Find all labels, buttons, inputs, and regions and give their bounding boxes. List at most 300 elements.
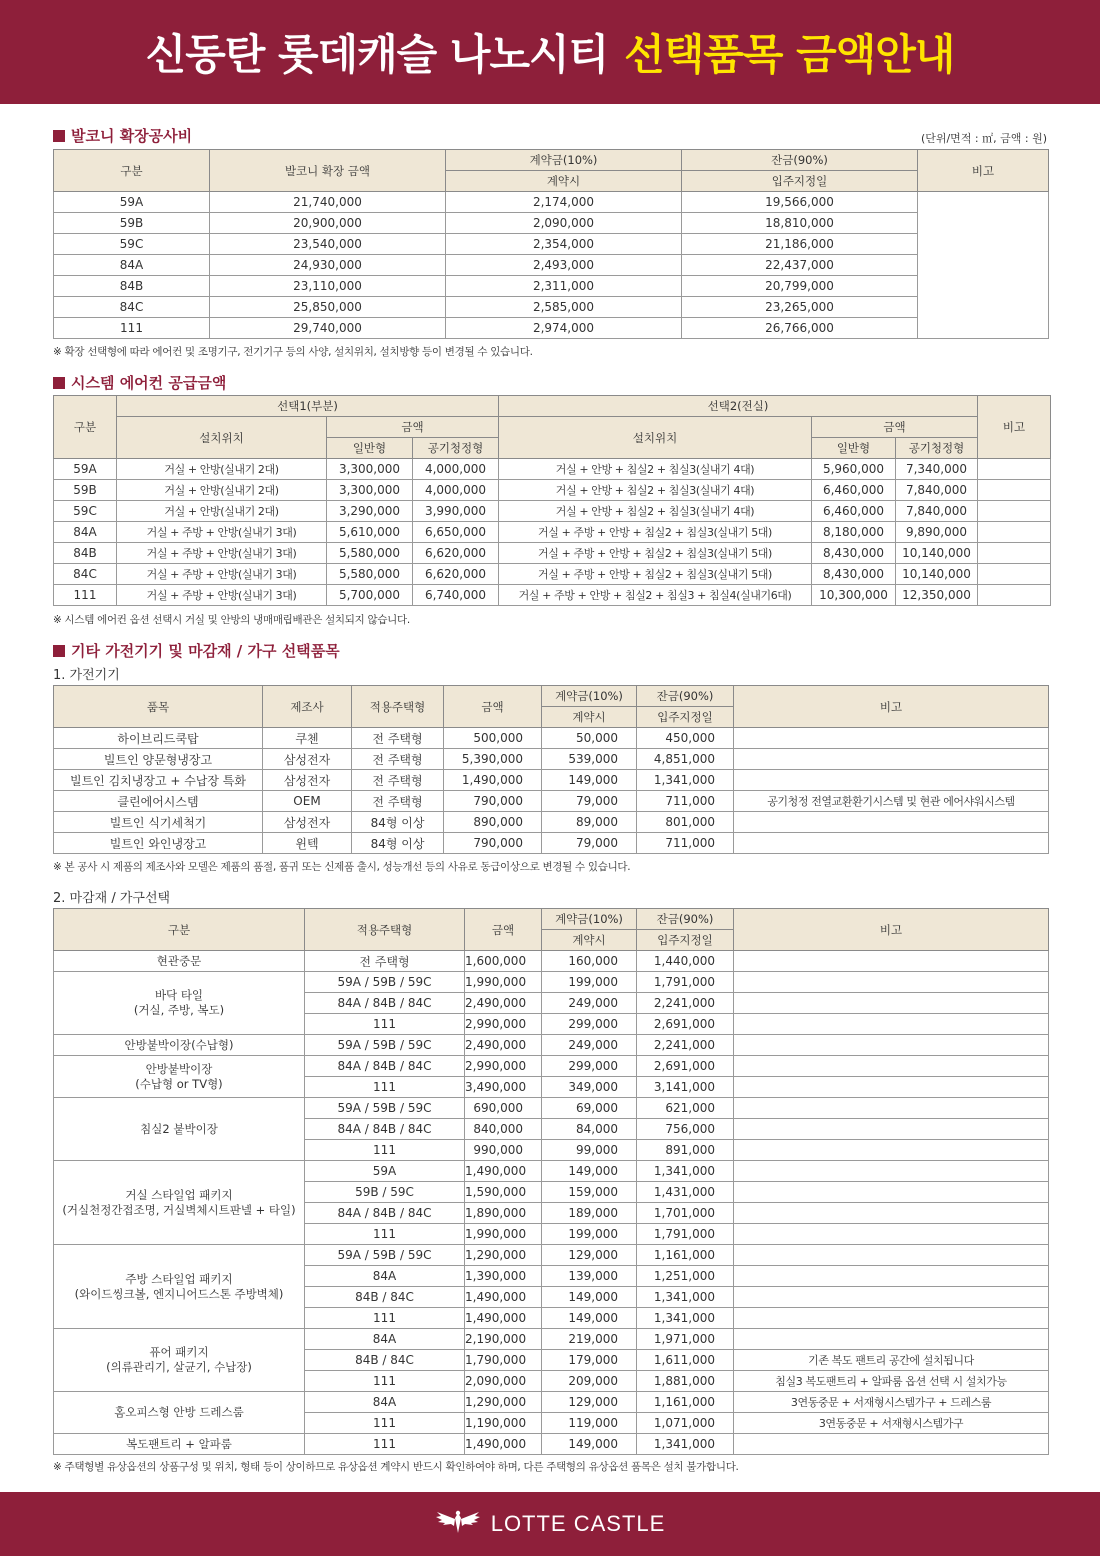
cell-applied: 59A / 59B / 59C bbox=[305, 1098, 465, 1119]
cell-special-1: 6,620,000 bbox=[413, 564, 499, 585]
cell-deposit: 129,000 bbox=[542, 1245, 637, 1266]
cell-applied: 84A / 84B / 84C bbox=[305, 1119, 465, 1140]
cell-remark bbox=[734, 812, 1049, 833]
cell-balance: 1,341,000 bbox=[637, 1308, 734, 1329]
square-bullet-icon bbox=[53, 377, 65, 389]
cell-deposit: 2,174,000 bbox=[446, 192, 682, 213]
cell-applied: 84B / 84C bbox=[305, 1350, 465, 1371]
cell-balance: 2,241,000 bbox=[637, 993, 734, 1014]
cell-normal-1: 3,300,000 bbox=[327, 480, 413, 501]
cell-amount: 1,490,000 bbox=[465, 1308, 542, 1329]
cell-location-2: 거실 + 주방 + 안방 + 침실2 + 침실3 + 침실4(실내기6대) bbox=[499, 585, 812, 606]
col-balance-sub: 입주지정일 bbox=[682, 171, 918, 192]
cell-normal-2: 5,960,000 bbox=[812, 459, 896, 480]
cell-balance: 26,766,000 bbox=[682, 318, 918, 339]
table-row bbox=[54, 951, 1049, 972]
cell-deposit: 159,000 bbox=[542, 1182, 637, 1203]
col-deposit: 계약금(10%) bbox=[542, 686, 637, 707]
cell-balance: 2,691,000 bbox=[637, 1014, 734, 1035]
cell-group-name bbox=[54, 1056, 305, 1098]
cell-balance: 1,341,000 bbox=[637, 1161, 734, 1182]
cell-maker: 쿠첸 bbox=[263, 728, 352, 749]
cell-amount: 1,290,000 bbox=[465, 1392, 542, 1413]
col-balance-sub: 입주지정일 bbox=[637, 707, 734, 728]
cell-amount: 25,850,000 bbox=[210, 297, 446, 318]
other-section-title: 기타 가전기기 및 마감재 / 가구 선택품목 bbox=[53, 640, 340, 661]
cell-maker: 삼성전자 bbox=[263, 749, 352, 770]
cell-remark bbox=[734, 1287, 1049, 1308]
cell-normal-1: 5,610,000 bbox=[327, 522, 413, 543]
cell-group-name bbox=[54, 1329, 305, 1392]
group-name-line: 안방붙박이장 bbox=[145, 1061, 213, 1076]
appliances-note: ※ 본 공사 시 제품의 제조사와 모델은 제품의 품절, 품귀 또는 신제품 출시, 성능개선 등의 사유로 동급이상으로 변경될 수 있습니다. bbox=[53, 861, 631, 873]
col-remark: 비고 bbox=[734, 909, 1049, 951]
table-row bbox=[54, 459, 1051, 480]
cell-deposit: 79,000 bbox=[542, 791, 637, 812]
square-bullet-icon bbox=[53, 645, 65, 657]
balcony-note: ※ 확장 선택형에 따라 에어컨 및 조명기구, 전기기구 등의 사양, 설치위치, 설치방향 등이 변경될 수 있습니다. bbox=[53, 346, 533, 358]
cell-remark bbox=[978, 459, 1051, 480]
cell-applied: 84A / 84B / 84C bbox=[305, 993, 465, 1014]
cell-amount: 890,000 bbox=[444, 812, 542, 833]
cell-item: 빌트인 양문형냉장고 bbox=[54, 749, 263, 770]
group-name-line: (수납형 or TV형) bbox=[135, 1076, 223, 1091]
cell-deposit: 2,974,000 bbox=[446, 318, 682, 339]
cell-remark bbox=[734, 1224, 1049, 1245]
cell-applied: 111 bbox=[305, 1077, 465, 1098]
cell-balance: 801,000 bbox=[637, 812, 734, 833]
cell-deposit: 84,000 bbox=[542, 1119, 637, 1140]
cell-applied: 전 주택형 bbox=[352, 791, 444, 812]
cell-deposit: 2,090,000 bbox=[446, 213, 682, 234]
cell-applied: 111 bbox=[305, 1371, 465, 1392]
cell-balance: 1,431,000 bbox=[637, 1182, 734, 1203]
cell-amount: 29,740,000 bbox=[210, 318, 446, 339]
cell-amount: 2,990,000 bbox=[465, 1056, 542, 1077]
cell-amount: 840,000 bbox=[465, 1119, 542, 1140]
cell-balance: 1,161,000 bbox=[637, 1245, 734, 1266]
page-footer bbox=[0, 1492, 1100, 1556]
cell-item: 빌트인 식기세척기 bbox=[54, 812, 263, 833]
cell-amount: 1,490,000 bbox=[465, 1287, 542, 1308]
cell-remark bbox=[734, 1119, 1049, 1140]
finishes-table bbox=[53, 908, 1049, 1455]
table-row bbox=[54, 1098, 1049, 1119]
cell-remark: 3연동중문 + 서재형시스템가구 + 드레스룸 bbox=[734, 1392, 1049, 1413]
aircon-note: ※ 시스템 에어컨 옵션 선택시 거실 및 안방의 냉매매립배관은 설치되지 않습니다. bbox=[53, 614, 410, 626]
cell-balance: 450,000 bbox=[637, 728, 734, 749]
cell-deposit: 129,000 bbox=[542, 1392, 637, 1413]
group-name-line: 바닥 타일 bbox=[154, 988, 204, 1002]
cell-deposit: 139,000 bbox=[542, 1266, 637, 1287]
cell-applied: 111 bbox=[305, 1224, 465, 1245]
cell-special-1: 6,740,000 bbox=[413, 585, 499, 606]
cell-deposit: 189,000 bbox=[542, 1203, 637, 1224]
cell-location-1: 거실 + 안방(실내기 2대) bbox=[117, 501, 327, 522]
table-row bbox=[54, 791, 1049, 812]
cell-special-2: 12,350,000 bbox=[896, 585, 978, 606]
cell-balance: 1,341,000 bbox=[637, 1434, 734, 1455]
group-name-line: 퓨어 패키지 bbox=[149, 1345, 209, 1359]
cell-remark bbox=[734, 1035, 1049, 1056]
table-row bbox=[54, 276, 1049, 297]
cell-amount: 20,900,000 bbox=[210, 213, 446, 234]
table-row bbox=[54, 1056, 1049, 1077]
group-name-line: 거실 스타일업 패키지 bbox=[125, 1187, 233, 1202]
cell-applied: 59A / 59B / 59C bbox=[305, 1035, 465, 1056]
group-name-line: 안방붙박이장(수납형) bbox=[124, 1037, 234, 1052]
cell-amount: 1,490,000 bbox=[444, 770, 542, 791]
cell-amount: 2,490,000 bbox=[465, 993, 542, 1014]
cell-balance: 4,851,000 bbox=[637, 749, 734, 770]
cell-deposit: 299,000 bbox=[542, 1014, 637, 1035]
col-amount: 발코니 확장 금액 bbox=[210, 150, 446, 192]
balcony-table bbox=[53, 149, 1049, 339]
cell-location-1: 거실 + 주방 + 안방(실내기 3대) bbox=[117, 543, 327, 564]
cell-remark bbox=[734, 1098, 1049, 1119]
col-amount: 금액 bbox=[465, 909, 542, 951]
col-remark: 비고 bbox=[918, 150, 1049, 192]
eagle-emblem-icon bbox=[435, 1509, 481, 1539]
cell-deposit: 199,000 bbox=[542, 1224, 637, 1245]
cell-amount: 23,540,000 bbox=[210, 234, 446, 255]
cell-location-2: 거실 + 주방 + 안방 + 침실2 + 침실3(실내기 5대) bbox=[499, 522, 812, 543]
col-amount: 금액 bbox=[444, 686, 542, 728]
cell-applied: 84A / 84B / 84C bbox=[305, 1203, 465, 1224]
cell-applied: 84형 이상 bbox=[352, 833, 444, 854]
col-balance: 잔금(90%) bbox=[637, 686, 734, 707]
cell-group-name bbox=[54, 951, 305, 972]
cell-normal-2: 6,460,000 bbox=[812, 480, 896, 501]
table-row bbox=[54, 972, 1049, 993]
cell-applied: 111 bbox=[305, 1308, 465, 1329]
cell-amount: 690,000 bbox=[465, 1098, 542, 1119]
cell-amount: 2,990,000 bbox=[465, 1014, 542, 1035]
cell-amount: 1,590,000 bbox=[465, 1182, 542, 1203]
cell-maker: 윈텍 bbox=[263, 833, 352, 854]
brand-logo: LOTTE CASTLE bbox=[490, 1511, 666, 1536]
col-amount-2: 금액 bbox=[812, 417, 978, 438]
table-row bbox=[54, 192, 1049, 213]
col-special-1: 공기청정형 bbox=[413, 438, 499, 459]
cell-balance: 711,000 bbox=[637, 791, 734, 812]
finishes-subtitle: 2. 마감재 / 가구선택 bbox=[53, 891, 171, 906]
balcony-section-title: 발코니 확장공사비 bbox=[53, 125, 192, 146]
cell-remark: 공기청정 전열교환환기시스템 및 현관 에어샤워시스템 bbox=[734, 791, 1049, 812]
cell-normal-1: 5,700,000 bbox=[327, 585, 413, 606]
col-option1: 선택1(부분) bbox=[117, 396, 499, 417]
cell-location-2: 거실 + 안방 + 침실2 + 침실3(실내기 4대) bbox=[499, 459, 812, 480]
cell-applied: 59A / 59B / 59C bbox=[305, 972, 465, 993]
cell-balance: 1,161,000 bbox=[637, 1392, 734, 1413]
col-item: 품목 bbox=[54, 686, 263, 728]
cell-amount: 1,490,000 bbox=[465, 1161, 542, 1182]
cell-maker: 삼성전자 bbox=[263, 812, 352, 833]
table-row bbox=[54, 564, 1051, 585]
col-type: 구분 bbox=[54, 150, 210, 192]
cell-remark bbox=[734, 1014, 1049, 1035]
cell-balance: 1,440,000 bbox=[637, 951, 734, 972]
col-option2: 선택2(전실) bbox=[499, 396, 978, 417]
group-name-line: (거실, 주방, 복도) bbox=[133, 1003, 225, 1017]
table-row bbox=[54, 297, 1049, 318]
cell-group-name bbox=[54, 1035, 305, 1056]
cell-applied: 전 주택형 bbox=[352, 770, 444, 791]
cell-amount: 500,000 bbox=[444, 728, 542, 749]
cell-special-2: 10,140,000 bbox=[896, 564, 978, 585]
cell-amount: 990,000 bbox=[465, 1140, 542, 1161]
cell-applied: 59B / 59C bbox=[305, 1182, 465, 1203]
cell-deposit: 119,000 bbox=[542, 1413, 637, 1434]
col-location-1: 설치위치 bbox=[117, 417, 327, 459]
cell-remark bbox=[918, 192, 1049, 339]
cell-type: 84B bbox=[54, 276, 210, 297]
cell-special-2: 7,340,000 bbox=[896, 459, 978, 480]
col-balance: 잔금(90%) bbox=[637, 909, 734, 930]
cell-normal-2: 8,180,000 bbox=[812, 522, 896, 543]
cell-type: 111 bbox=[54, 318, 210, 339]
cell-remark bbox=[734, 1077, 1049, 1098]
cell-remark bbox=[734, 993, 1049, 1014]
cell-remark bbox=[978, 501, 1051, 522]
cell-remark bbox=[734, 1266, 1049, 1287]
cell-deposit: 2,585,000 bbox=[446, 297, 682, 318]
cell-location-1: 거실 + 주방 + 안방(실내기 3대) bbox=[117, 522, 327, 543]
cell-group-name bbox=[54, 1434, 305, 1455]
col-normal-1: 일반형 bbox=[327, 438, 413, 459]
cell-remark bbox=[734, 1182, 1049, 1203]
cell-special-2: 7,840,000 bbox=[896, 480, 978, 501]
cell-special-1: 6,620,000 bbox=[413, 543, 499, 564]
cell-balance: 3,141,000 bbox=[637, 1077, 734, 1098]
cell-type: 59B bbox=[54, 213, 210, 234]
cell-remark bbox=[734, 1140, 1049, 1161]
cell-normal-2: 8,430,000 bbox=[812, 564, 896, 585]
table-row bbox=[54, 585, 1051, 606]
cell-remark bbox=[734, 972, 1049, 993]
cell-deposit: 249,000 bbox=[542, 993, 637, 1014]
cell-type: 84A bbox=[54, 255, 210, 276]
cell-amount: 2,490,000 bbox=[465, 1035, 542, 1056]
cell-remark bbox=[734, 1308, 1049, 1329]
cell-remark bbox=[734, 1203, 1049, 1224]
cell-deposit: 50,000 bbox=[542, 728, 637, 749]
cell-special-2: 7,840,000 bbox=[896, 501, 978, 522]
col-type: 구분 bbox=[54, 909, 305, 951]
aircon-table bbox=[53, 395, 1051, 606]
table-row bbox=[54, 749, 1049, 770]
cell-location-1: 거실 + 주방 + 안방(실내기 3대) bbox=[117, 564, 327, 585]
cell-type: 84B bbox=[54, 543, 117, 564]
cell-balance: 1,701,000 bbox=[637, 1203, 734, 1224]
cell-balance: 20,799,000 bbox=[682, 276, 918, 297]
page-title-highlight: 선택품목 금액안내 bbox=[624, 30, 955, 79]
cell-maker: OEM bbox=[263, 791, 352, 812]
cell-special-1: 4,000,000 bbox=[413, 459, 499, 480]
col-deposit-sub: 계약시 bbox=[542, 707, 637, 728]
cell-applied: 84형 이상 bbox=[352, 812, 444, 833]
unit-note: (단위/면적 : ㎡, 금액 : 원) bbox=[920, 132, 1047, 145]
cell-normal-2: 10,300,000 bbox=[812, 585, 896, 606]
cell-deposit: 149,000 bbox=[542, 1287, 637, 1308]
table-row bbox=[54, 522, 1051, 543]
finishes-note: ※ 주택형별 유상옵션의 상품구성 및 위치, 형태 등이 상이하므로 유상옵션 계약시 반드시 확인하여야 하며, 다른 주택형의 유상옵션 품목은 설치 불가합니다. bbox=[53, 1461, 739, 1473]
cell-item: 하이브리드쿡탑 bbox=[54, 728, 263, 749]
cell-amount: 1,990,000 bbox=[465, 1224, 542, 1245]
cell-balance: 1,791,000 bbox=[637, 972, 734, 993]
appliances-subtitle: 1. 가전기기 bbox=[53, 668, 120, 683]
cell-balance: 1,071,000 bbox=[637, 1413, 734, 1434]
cell-location-1: 거실 + 안방(실내기 2대) bbox=[117, 459, 327, 480]
cell-item: 빌트인 와인냉장고 bbox=[54, 833, 263, 854]
col-type: 구분 bbox=[54, 396, 117, 459]
cell-item: 빌트인 김치냉장고 + 수납장 특화 bbox=[54, 770, 263, 791]
col-remark: 비고 bbox=[978, 396, 1051, 459]
cell-remark bbox=[734, 1434, 1049, 1455]
col-deposit: 계약금(10%) bbox=[446, 150, 682, 171]
cell-special-2: 9,890,000 bbox=[896, 522, 978, 543]
cell-type: 84A bbox=[54, 522, 117, 543]
table-row bbox=[54, 770, 1049, 791]
cell-group-name bbox=[54, 1245, 305, 1329]
cell-remark: 3연동중문 + 서재형시스템가구 bbox=[734, 1413, 1049, 1434]
cell-balance: 18,810,000 bbox=[682, 213, 918, 234]
cell-amount: 2,090,000 bbox=[465, 1371, 542, 1392]
cell-applied: 전 주택형 bbox=[352, 728, 444, 749]
cell-location-2: 거실 + 안방 + 침실2 + 침실3(실내기 4대) bbox=[499, 480, 812, 501]
cell-amount: 1,790,000 bbox=[465, 1350, 542, 1371]
cell-balance: 1,971,000 bbox=[637, 1329, 734, 1350]
cell-remark: 침실3 복도팬트리 + 알파룸 옵션 선택 시 설치가능 bbox=[734, 1371, 1049, 1392]
cell-applied: 111 bbox=[305, 1014, 465, 1035]
cell-deposit: 79,000 bbox=[542, 833, 637, 854]
cell-location-2: 거실 + 주방 + 안방 + 침실2 + 침실3(실내기 5대) bbox=[499, 564, 812, 585]
cell-amount: 1,890,000 bbox=[465, 1203, 542, 1224]
cell-special-1: 4,000,000 bbox=[413, 480, 499, 501]
group-name-line: 주방 스타일업 패키지 bbox=[125, 1271, 233, 1286]
cell-type: 84C bbox=[54, 564, 117, 585]
cell-remark bbox=[734, 770, 1049, 791]
cell-amount: 3,490,000 bbox=[465, 1077, 542, 1098]
cell-remark bbox=[734, 951, 1049, 972]
table-row bbox=[54, 1245, 1049, 1266]
cell-type: 111 bbox=[54, 585, 117, 606]
col-maker: 제조사 bbox=[263, 686, 352, 728]
cell-applied: 111 bbox=[305, 1434, 465, 1455]
cell-location-1: 거실 + 안방(실내기 2대) bbox=[117, 480, 327, 501]
group-name-line: 복도팬트리 + 알파룸 bbox=[126, 1436, 232, 1451]
group-name-line: (거실천정간접조명, 거실벽체시트판넬 + 타일) bbox=[62, 1202, 296, 1217]
group-name-line: (와이드씽크볼, 엔지니어드스톤 주방벽체) bbox=[74, 1286, 284, 1301]
cell-applied: 84A / 84B / 84C bbox=[305, 1056, 465, 1077]
cell-deposit: 539,000 bbox=[542, 749, 637, 770]
page-header bbox=[0, 0, 1100, 104]
cell-balance: 2,691,000 bbox=[637, 1056, 734, 1077]
col-deposit-sub: 계약시 bbox=[446, 171, 682, 192]
table-row bbox=[54, 480, 1051, 501]
cell-group-name bbox=[54, 1098, 305, 1161]
cell-amount: 23,110,000 bbox=[210, 276, 446, 297]
cell-balance: 2,241,000 bbox=[637, 1035, 734, 1056]
cell-type: 59C bbox=[54, 501, 117, 522]
cell-special-2: 10,140,000 bbox=[896, 543, 978, 564]
col-applied: 적용주택형 bbox=[352, 686, 444, 728]
table-row bbox=[54, 318, 1049, 339]
cell-deposit: 99,000 bbox=[542, 1140, 637, 1161]
col-normal-2: 일반형 bbox=[812, 438, 896, 459]
cell-normal-2: 6,460,000 bbox=[812, 501, 896, 522]
cell-deposit: 2,354,000 bbox=[446, 234, 682, 255]
cell-balance: 22,437,000 bbox=[682, 255, 918, 276]
col-deposit-sub: 계약시 bbox=[542, 930, 637, 951]
cell-remark bbox=[978, 543, 1051, 564]
table-row bbox=[54, 255, 1049, 276]
cell-applied: 111 bbox=[305, 1413, 465, 1434]
cell-normal-1: 3,290,000 bbox=[327, 501, 413, 522]
cell-special-1: 6,650,000 bbox=[413, 522, 499, 543]
cell-deposit: 2,311,000 bbox=[446, 276, 682, 297]
table-row bbox=[54, 501, 1051, 522]
cell-amount: 790,000 bbox=[444, 833, 542, 854]
cell-type: 59A bbox=[54, 192, 210, 213]
cell-applied: 84B / 84C bbox=[305, 1287, 465, 1308]
table-row bbox=[54, 213, 1049, 234]
cell-balance: 1,341,000 bbox=[637, 1287, 734, 1308]
group-name-line: (의류관리기, 살균기, 수납장) bbox=[106, 1360, 252, 1374]
cell-applied: 전 주택형 bbox=[305, 951, 465, 972]
cell-deposit: 149,000 bbox=[542, 1308, 637, 1329]
cell-amount: 5,390,000 bbox=[444, 749, 542, 770]
cell-deposit: 149,000 bbox=[542, 1434, 637, 1455]
cell-balance: 1,611,000 bbox=[637, 1350, 734, 1371]
aircon-section-title: 시스템 에어컨 공급금액 bbox=[53, 372, 226, 393]
cell-amount: 790,000 bbox=[444, 791, 542, 812]
cell-applied: 59A bbox=[305, 1161, 465, 1182]
cell-remark bbox=[734, 749, 1049, 770]
col-remark: 비고 bbox=[734, 686, 1049, 728]
table-row bbox=[54, 1329, 1049, 1350]
cell-remark bbox=[978, 522, 1051, 543]
cell-type: 59C bbox=[54, 234, 210, 255]
table-row bbox=[54, 234, 1049, 255]
col-amount-1: 금액 bbox=[327, 417, 499, 438]
cell-amount: 1,600,000 bbox=[465, 951, 542, 972]
group-name-line: 현관중문 bbox=[156, 953, 202, 968]
appliances-table bbox=[53, 685, 1049, 854]
col-applied: 적용주택형 bbox=[305, 909, 465, 951]
cell-group-name bbox=[54, 972, 305, 1035]
cell-balance: 621,000 bbox=[637, 1098, 734, 1119]
cell-balance: 1,881,000 bbox=[637, 1371, 734, 1392]
cell-balance: 1,791,000 bbox=[637, 1224, 734, 1245]
cell-deposit: 149,000 bbox=[542, 770, 637, 791]
cell-normal-1: 5,580,000 bbox=[327, 543, 413, 564]
cell-balance: 23,265,000 bbox=[682, 297, 918, 318]
cell-balance: 1,251,000 bbox=[637, 1266, 734, 1287]
cell-applied: 84A bbox=[305, 1266, 465, 1287]
cell-amount: 1,190,000 bbox=[465, 1413, 542, 1434]
cell-deposit: 299,000 bbox=[542, 1056, 637, 1077]
col-balance: 잔금(90%) bbox=[682, 150, 918, 171]
table-row bbox=[54, 728, 1049, 749]
cell-balance: 19,566,000 bbox=[682, 192, 918, 213]
page-title-main: 신동탄 롯데캐슬 나노시티 bbox=[145, 30, 609, 79]
group-name-line: 침실2 붙박이장 bbox=[140, 1121, 218, 1136]
cell-amount: 2,190,000 bbox=[465, 1329, 542, 1350]
cell-amount: 21,740,000 bbox=[210, 192, 446, 213]
cell-deposit: 209,000 bbox=[542, 1371, 637, 1392]
cell-deposit: 160,000 bbox=[542, 951, 637, 972]
